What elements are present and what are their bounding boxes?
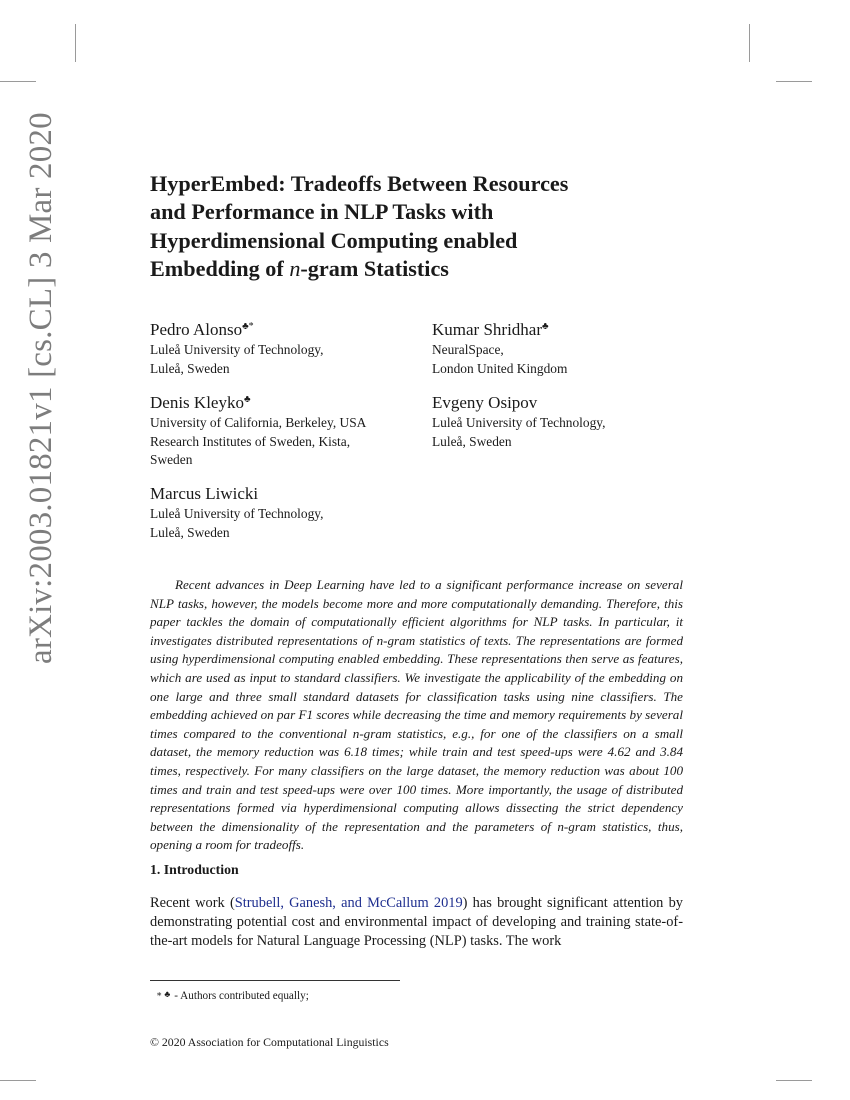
section-heading: 1. Introduction <box>150 862 239 877</box>
title-line: Hyperdimensional Computing enabled <box>150 227 518 253</box>
author-affiliation: University of California, Berkeley, USA <box>150 415 367 430</box>
title-line: HyperEmbed: Tradeoffs Between Resources <box>150 171 569 196</box>
author-block <box>150 480 430 542</box>
author-affiliation: Luleå, Sweden <box>150 524 230 540</box>
crop-mark-left-lower <box>0 1080 36 1081</box>
author-affiliation: London United Kingdom <box>432 360 568 376</box>
introduction-paragraph: Recent work (Strubell, Ganesh, and McCallum 2019) has brought significant attention by demonstrating potential cost and environmental impact of developing and training state-of-the-art models for Natural Language Processing (NLP) tasks. The work <box>150 895 683 949</box>
crop-mark-right-upper <box>776 81 812 82</box>
paper-title <box>150 170 670 283</box>
crop-mark-left-upper <box>0 81 36 82</box>
abstract: Recent advances in Deep Learning have led to a significant performance increase on several NLP tasks, however, the models become more and more computationally demanding. Therefore, this paper tackles the domain of computationally efficient algorithms for NLP tasks. In particular, it investigates distributed representations of n-gram statistics of texts. The representations are formed using hyperdimensional computing enabled embedding. These representations then serve as features, which are used as input to standard classifiers. We investigate the applicability of the embedding on one large and three small standard datasets for classification tasks using nine classifiers. The embedding achieved on par F1 scores while decreasing the time and memory requirements by several times compared to the conventional n-gram statistics, e.g., for one of the classifiers on a small dataset, the memory reduction was 6.18 times; while train and test speed-ups were 4.62 and 3.84 times, respectively. For many classifiers on the large dataset, the memory reduction was about 100 times and train and test speed-ups were over 100 times. More importantly, the usage of distributed representations formed via hyperdimensional computing allows dissecting the strict dependency between the dimensionality of the representation and the parameters of n-gram statistics, thus, opening a room for tradeoffs. <box>150 577 683 853</box>
footnote: ∗ ♣ - Authors contributed equally; <box>156 989 309 1002</box>
author-affiliation: Luleå, Sweden <box>150 360 230 376</box>
author-name: Evgeny Osipov <box>432 393 538 412</box>
copyright-notice: © 2020 Association for Computational Linguistics <box>150 1035 389 1049</box>
arxiv-identifier: arXiv:2003.01821v1 [cs.CL] 3 Mar 2020 <box>23 112 59 664</box>
author-name: Pedro Alonso♣* <box>150 320 254 339</box>
author-affiliation: Sweden <box>150 452 193 468</box>
author-affiliation: NeuralSpace, <box>432 342 504 357</box>
author-name: Denis Kleyko♣ <box>150 393 251 412</box>
crop-mark-top-right <box>749 24 750 62</box>
citation-link[interactable]: Strubell, Ganesh, and McCallum 2019 <box>234 895 463 911</box>
crop-mark-top-left <box>75 24 76 62</box>
author-affiliation: Luleå University of Technology, <box>150 342 324 357</box>
author-affiliation: Luleå University of Technology, <box>432 415 606 430</box>
author-affiliation: Luleå University of Technology, <box>150 506 324 521</box>
title-line: Embedding of n-gram Statistics <box>150 255 449 281</box>
title-line: and Performance in NLP Tasks with <box>150 199 494 225</box>
crop-mark-right-lower <box>776 1080 812 1081</box>
author-block <box>150 316 430 378</box>
author-block <box>150 389 430 470</box>
author-affiliation: Research Institutes of Sweden, Kista, <box>150 433 351 449</box>
author-affiliation: Luleå, Sweden <box>432 433 512 449</box>
author-name: Marcus Liwicki <box>150 484 259 503</box>
author-block <box>432 389 712 451</box>
author-block <box>432 316 712 378</box>
footnote-rule <box>150 980 400 981</box>
author-name: Kumar Shridhar♣ <box>432 320 549 339</box>
